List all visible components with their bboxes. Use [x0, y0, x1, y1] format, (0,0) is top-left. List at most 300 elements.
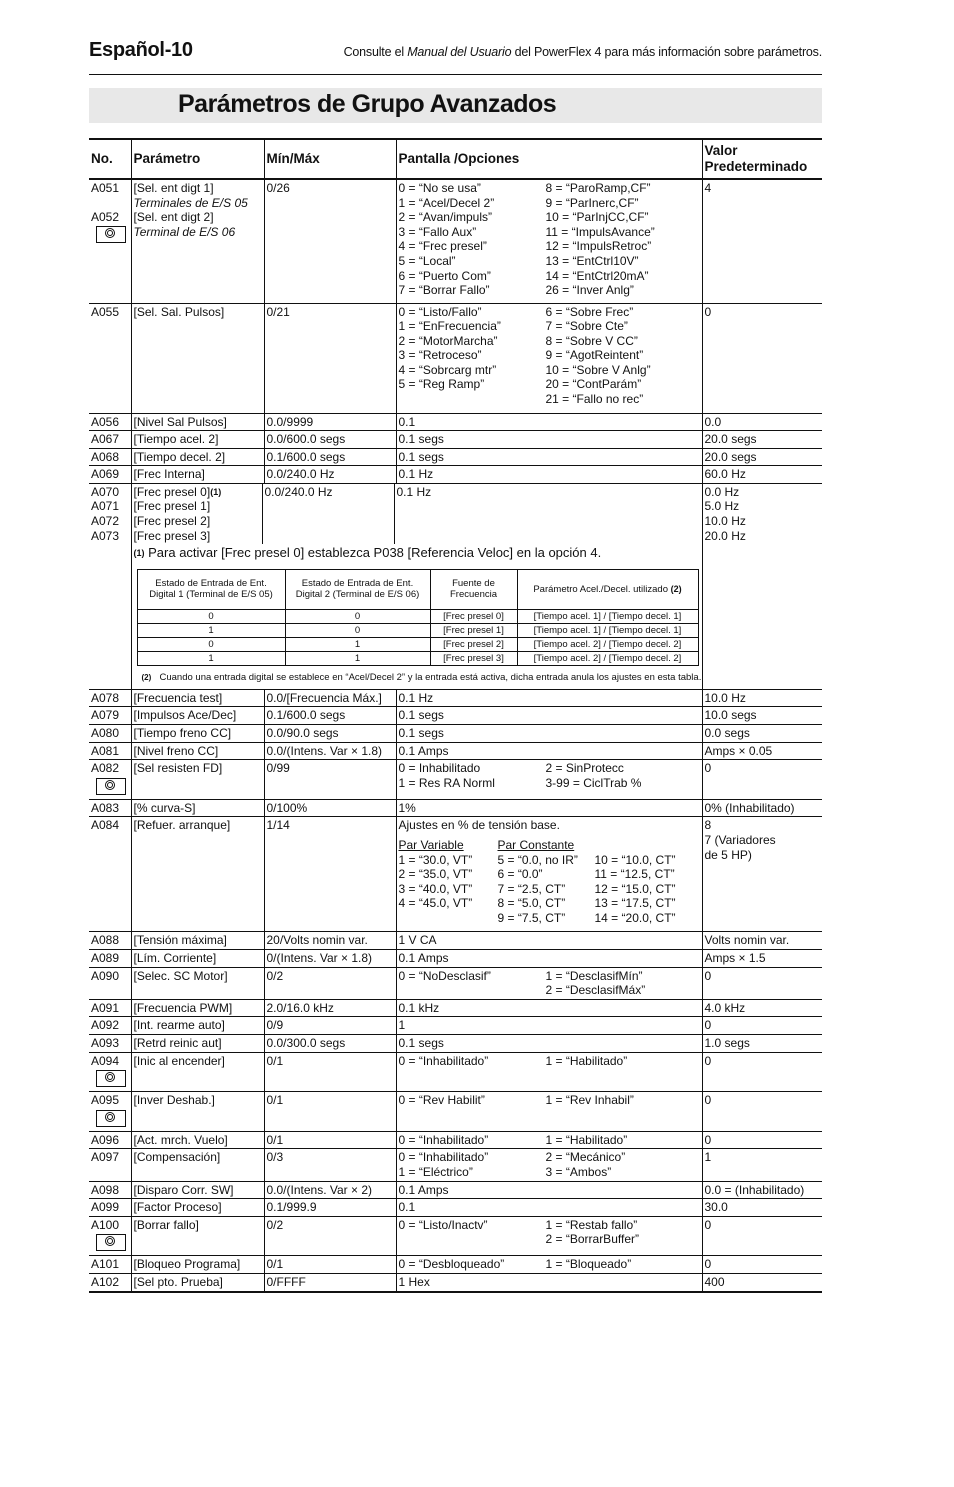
param-number-a073: A073	[91, 528, 120, 543]
sub-cell: [Tiempo acel. 2] / [Tiempo decel. 2]	[517, 651, 698, 665]
param-display: 0.1 Amps	[396, 950, 702, 968]
param-minmax: 0.0/(Intens. Var × 1.8)	[264, 742, 396, 760]
footnote-text: Para activar [Frec presel 0] establezca P038 [Referencia Veloc] en la opción 4.	[148, 545, 602, 561]
param-number: A079	[91, 708, 120, 723]
option: 7 = “Sobre Cte”	[545, 319, 628, 334]
ref-text: Consulte el	[343, 45, 408, 59]
param-name: [Sel pto. Prueba]	[131, 1273, 264, 1291]
param-name: [Retrd reinic aut]	[131, 1034, 264, 1052]
param-default: 0	[702, 1216, 822, 1256]
sub-cell: 1	[285, 637, 430, 651]
table-row	[89, 760, 822, 800]
param-name: [Frecuencia test]	[131, 689, 264, 707]
param-name: [Nivel Sal Pulsos]	[131, 413, 264, 431]
constant-torque-heading: Par Constante	[497, 838, 575, 852]
param-name: [% curva-S]	[131, 799, 264, 817]
option: 5 = “Reg Ramp”	[398, 377, 485, 392]
param-display: 0.1 segs	[396, 725, 702, 743]
param-number: A091	[91, 1000, 120, 1015]
option: 2 = “Avan/impuls”	[398, 210, 492, 225]
param-name-a052: [Sel. ent digt 2]	[133, 210, 214, 225]
param-display: 0.1 kHz	[396, 999, 702, 1017]
col-header-display: Pantalla /Opciones	[396, 139, 702, 179]
param-default: 0	[702, 760, 822, 800]
option: 8 = “5.0, CT”	[497, 896, 566, 911]
option: 13 = “17.5, CT”	[594, 896, 676, 911]
param-name-a051: [Sel. ent digt 1]	[133, 181, 214, 195]
param-minmax: 0/(Intens. Var × 1.8)	[264, 950, 396, 968]
table-row	[89, 1199, 822, 1217]
option: 3 = “40.0, VT”	[398, 881, 473, 896]
param-number: A088	[91, 933, 120, 948]
param-default: Amps × 1.5	[702, 950, 822, 968]
param-name: [Impulsos Ace/Dec]	[131, 707, 264, 725]
preset-freq-cell	[131, 483, 702, 689]
param-display: 0.1 Hz	[396, 484, 432, 499]
sub-row	[137, 637, 698, 651]
sub-col-header-text: Parámetro Acel./Decel. utilizado	[533, 583, 668, 595]
param-minmax: 0/3	[264, 1149, 396, 1181]
param-number: A055	[91, 304, 120, 319]
param-name: [Compensación]	[131, 1149, 264, 1181]
param-minmax: 0/2	[264, 967, 396, 999]
option: 1 = “Bloqueado”	[545, 1257, 632, 1272]
param-display: 0.1 segs	[396, 707, 702, 725]
param-default: Amps × 0.05	[702, 742, 822, 760]
param-minmax: 0/99	[264, 760, 396, 800]
default-value: 7 (Variadores	[704, 833, 776, 847]
param-number: A069	[91, 467, 120, 482]
param-number	[89, 1052, 131, 1092]
option: 0 = “Listo/Inactv”	[398, 1217, 488, 1232]
stop-drive-icon	[96, 1070, 126, 1087]
option: 1 = “Rev Inhabil”	[545, 1093, 634, 1108]
table-row	[89, 1181, 822, 1199]
param-number: A080	[91, 726, 120, 741]
param-default: 0	[702, 1131, 822, 1149]
option: 0 = “No se usa”	[398, 181, 481, 195]
param-number: A067	[91, 432, 120, 447]
param-default: 10.0 Hz	[702, 689, 822, 707]
table-row	[89, 999, 822, 1017]
param-options	[396, 1256, 702, 1274]
option: 0 = “Rev Habilit”	[398, 1093, 485, 1108]
option: 2 = SinProtecc	[545, 761, 624, 776]
sub-row	[137, 623, 698, 637]
param-display: 0.1 segs	[396, 431, 702, 449]
param-name: [Borrar fallo]	[131, 1216, 264, 1256]
option: 8 = “Sobre V CC”	[545, 333, 638, 348]
param-display: 1%	[396, 799, 702, 817]
table-row	[89, 1131, 822, 1149]
preset-source-table	[137, 569, 699, 666]
table-row	[89, 799, 822, 817]
variable-torque-heading: Par Variable	[398, 838, 464, 852]
option: 2 = “DesclasifMáx”	[545, 983, 646, 998]
param-default: 400	[702, 1273, 822, 1291]
param-name-a071: [Frec presel 1]	[133, 499, 211, 514]
param-name: [Act. mrch. Vuelo]	[131, 1131, 264, 1149]
option: 26 = “Inver Anlg”	[545, 283, 634, 298]
sub-cell: 1	[137, 623, 285, 637]
sub-col-header	[517, 569, 698, 609]
option: 12 = “ImpulsRetroc”	[545, 239, 652, 254]
default-value: 8	[704, 818, 712, 833]
param-minmax: 2.0/16.0 kHz	[264, 999, 396, 1017]
sub-cell: [Frec presel 0]	[430, 609, 517, 623]
col-header-param: Parámetro	[131, 139, 264, 179]
stop-drive-icon	[96, 1110, 126, 1127]
param-minmax: 0.0/9999	[264, 413, 396, 431]
param-number-a052: A052	[91, 209, 120, 224]
option: 9 = “7.5, CT”	[497, 910, 566, 925]
param-options	[396, 967, 702, 999]
param-number: A081	[91, 743, 120, 758]
sub-col-header: Fuente de Frecuencia	[430, 569, 517, 609]
option: 6 = “Puerto Com”	[398, 268, 491, 283]
param-minmax: 0.0/300.0 segs	[264, 1034, 396, 1052]
ref-text-end: del PowerFlex 4 para más información sobre parámetros.	[511, 45, 822, 59]
param-number: A090	[91, 968, 120, 983]
sub-cell: [Tiempo acel. 1] / [Tiempo decel. 1]	[517, 609, 698, 623]
param-number: A078	[91, 690, 120, 705]
table-row	[89, 1149, 822, 1181]
option: 1 = “30.0, VT”	[398, 852, 473, 867]
param-number-a100: A100	[91, 1217, 120, 1232]
footnote-1	[132, 544, 702, 569]
param-options	[396, 1216, 702, 1256]
default-a071: 5.0 Hz	[704, 499, 740, 514]
param-name: [Frecuencia PWM]	[131, 999, 264, 1017]
option: 20 = “ContParám”	[545, 377, 642, 392]
param-name	[132, 484, 263, 544]
param-number-a051: A051	[91, 181, 120, 195]
param-minmax: 20/Volts nomin var.	[264, 932, 396, 950]
table-row	[89, 1256, 822, 1274]
param-display: 0.1 segs	[396, 448, 702, 466]
option: 6 = “Sobre Frec”	[545, 304, 634, 319]
param-minmax: 0/9	[264, 1017, 396, 1035]
param-display: 1 V CA	[396, 932, 702, 950]
table-row	[89, 707, 822, 725]
option: 1 = “DesclasifMín”	[545, 968, 643, 983]
param-default: 0	[702, 1052, 822, 1092]
param-default	[702, 817, 822, 932]
table-header-row	[89, 139, 822, 179]
param-options	[396, 1149, 702, 1181]
param-name: [Int. rearme auto]	[131, 1017, 264, 1035]
sub-col-header: Estado de Entrada de Ent. Digital 1 (Terminal de E/S 05)	[137, 569, 285, 609]
sub-cell: [Frec presel 1]	[430, 623, 517, 637]
param-minmax: 0.1/999.9	[264, 1199, 396, 1217]
sub-cell: 0	[285, 609, 430, 623]
sub-cell: [Tiempo acel. 2] / [Tiempo decel. 2]	[517, 637, 698, 651]
param-default: 30.0	[702, 1199, 822, 1217]
param-number: A084	[91, 818, 120, 833]
table-row	[89, 817, 822, 932]
param-minmax: 0.0/240.0 Hz	[263, 484, 395, 544]
param-number: A102	[91, 1274, 120, 1289]
param-name: [Lím. Corriente]	[131, 950, 264, 968]
table-row	[89, 179, 822, 303]
option: 14 = “EntCtrl20mA”	[545, 268, 649, 283]
footnote-ref: (1)	[210, 486, 222, 497]
page-label: Español-10	[89, 39, 193, 61]
footnote-mark: (2)	[141, 672, 152, 682]
table-row	[89, 1017, 822, 1035]
param-options	[396, 760, 702, 800]
param-display: 0.1	[396, 1199, 702, 1217]
param-minmax: 0.0/90.0 segs	[264, 725, 396, 743]
param-default: 0	[702, 303, 822, 413]
param-name-a073: [Frec presel 3]	[133, 528, 211, 543]
option: 2 = “BorrarBuffer”	[545, 1232, 639, 1247]
param-name: [Disparo Corr. SW]	[131, 1181, 264, 1199]
sub-cell: [Frec presel 2]	[430, 637, 517, 651]
stop-drive-icon	[96, 1234, 126, 1251]
param-name: [Tiempo acel. 2]	[131, 431, 264, 449]
option: 10 = “ParInjCC,CF”	[545, 210, 649, 225]
option: 4 = “Frec presel”	[398, 239, 487, 254]
default-a070: 0.0 Hz	[704, 484, 740, 499]
param-name: [Nivel freno CC]	[131, 742, 264, 760]
option: 14 = “20.0, CT”	[594, 910, 676, 925]
param-default: 20.0 segs	[702, 431, 822, 449]
option: 3 = “Ambos”	[545, 1164, 612, 1179]
param-minmax: 0/26	[264, 179, 396, 303]
param-minmax: 0/100%	[264, 799, 396, 817]
param-number-a072: A072	[91, 514, 120, 529]
option: 0 = Inhabilitado	[398, 761, 481, 776]
option: 11 = “ImpulsAvance”	[545, 224, 655, 239]
option: 1 = “EnFrecuencia”	[398, 319, 501, 334]
sub-cell: [Frec presel 3]	[430, 651, 517, 665]
col-header-no: No.	[91, 151, 113, 166]
table-row	[89, 1216, 822, 1256]
param-options	[396, 179, 702, 303]
param-display: 0.1 Amps	[396, 742, 702, 760]
sub-cell: 0	[137, 637, 285, 651]
table-row	[89, 1273, 822, 1291]
param-number	[89, 760, 131, 800]
param-number: A096	[91, 1132, 120, 1147]
param-number	[89, 179, 131, 303]
param-display: 1	[396, 1017, 702, 1035]
stop-drive-icon	[96, 778, 126, 795]
param-minmax: 0/FFFF	[264, 1273, 396, 1291]
option: 10 = “Sobre V Anlg”	[545, 362, 651, 377]
param-number: A089	[91, 951, 120, 965]
param-number: A098	[91, 1182, 120, 1197]
param-minmax: 0/1	[264, 1052, 396, 1092]
param-display: 0.1 segs	[396, 1034, 702, 1052]
param-minmax: 0.0/[Frecuencia Máx.]	[264, 689, 396, 707]
param-minmax: 0.1/600.0 segs	[264, 707, 396, 725]
param-terminal-a052: Terminal de E/S 06	[133, 224, 236, 239]
table-row	[89, 967, 822, 999]
param-default: 4.0 kHz	[702, 999, 822, 1017]
option: 0 = “NoDesclasif”	[398, 968, 491, 983]
param-minmax: 0/1	[264, 1256, 396, 1274]
option: 5 = “Local”	[398, 253, 456, 268]
param-minmax: 0.0/240.0 Hz	[264, 466, 396, 484]
param-minmax: 0.0/600.0 segs	[264, 431, 396, 449]
param-name: [Sel resisten FD]	[131, 760, 264, 800]
param-default: 0.0 segs	[702, 725, 822, 743]
param-options	[396, 1131, 702, 1149]
default-a072: 10.0 Hz	[704, 514, 746, 529]
param-display: 0.1 Hz	[396, 466, 702, 484]
title-band	[89, 88, 822, 123]
table-row	[89, 431, 822, 449]
option: 2 = “Mecánico”	[545, 1150, 626, 1165]
page-header	[89, 36, 822, 75]
table-row	[89, 413, 822, 431]
sub-header-row	[137, 569, 698, 609]
option: 4 = “45.0, VT”	[398, 896, 473, 911]
param-options	[396, 1092, 702, 1132]
option: 1 = Res RA Norml	[398, 775, 495, 790]
table-row	[89, 483, 822, 689]
sub-cell: 0	[137, 609, 285, 623]
param-minmax: 0/1	[264, 1131, 396, 1149]
param-options	[396, 303, 702, 413]
param-number: A092	[91, 1018, 120, 1033]
param-options	[396, 817, 702, 932]
table-row	[89, 689, 822, 707]
param-default: 0% (Inhabilitado)	[702, 799, 822, 817]
table-row	[89, 1034, 822, 1052]
param-number-a082: A082	[91, 761, 120, 776]
sub-col-header: Estado de Entrada de Ent. Digital 2 (Terminal de E/S 06)	[285, 569, 430, 609]
page-reference-note	[344, 45, 822, 59]
option: 13 = “EntCtrl10V”	[545, 253, 639, 268]
param-display: 0.1 Hz	[396, 689, 702, 707]
footnote-ref: (2)	[670, 583, 682, 594]
param-name: [Tensión máxima]	[131, 932, 264, 950]
param-number-a070: A070	[91, 484, 120, 499]
param-minmax: 0.1/600.0 segs	[264, 448, 396, 466]
param-number-a071: A071	[91, 499, 120, 514]
param-number: A099	[91, 1200, 120, 1215]
param-display: 0.1 Amps	[396, 1181, 702, 1199]
param-number-a094: A094	[91, 1053, 120, 1068]
table-row	[89, 303, 822, 413]
param-name: [Tiempo freno CC]	[131, 725, 264, 743]
option: 21 = “Fallo no rec”	[545, 392, 644, 407]
param-name-a072: [Frec presel 2]	[133, 514, 211, 529]
option: 0 = “Inhabilitado”	[398, 1132, 489, 1147]
sub-cell: [Tiempo acel. 1] / [Tiempo decel. 1]	[517, 623, 698, 637]
param-name: [Inic al encender]	[131, 1052, 264, 1092]
option: 1 = “Habilitado”	[545, 1132, 628, 1147]
table-row	[89, 466, 822, 484]
option: 1 = “Acel/Decel 2”	[398, 195, 495, 210]
param-minmax: 0/1	[264, 1092, 396, 1132]
param-minmax: 0/21	[264, 303, 396, 413]
param-number: A056	[91, 414, 120, 429]
default-a073: 20.0 Hz	[704, 528, 746, 543]
param-terminal-a051: Terminales de E/S 05	[133, 195, 248, 210]
param-default: 1	[702, 1149, 822, 1181]
param-display: 0.1	[396, 413, 702, 431]
param-default: Volts nomin var.	[702, 932, 822, 950]
default-value: de 5 HP)	[704, 847, 752, 862]
sub-cell: 0	[285, 623, 430, 637]
option: 11 = “12.5, CT”	[594, 867, 675, 882]
param-default: 4	[702, 179, 822, 303]
param-default: 10.0 segs	[702, 707, 822, 725]
param-number	[89, 1216, 131, 1256]
sub-row	[137, 609, 698, 623]
param-number: A068	[91, 449, 120, 464]
option: 2 = “MotorMarcha”	[398, 333, 498, 348]
param-name-a070: [Frec presel 0]	[133, 484, 211, 499]
table-row	[89, 932, 822, 950]
option: 2 = “35.0, VT”	[398, 867, 473, 882]
param-minmax: 0.0/(Intens. Var × 2)	[264, 1181, 396, 1199]
param-minmax: 1/14	[264, 817, 396, 932]
param-default: 0	[702, 1256, 822, 1274]
option: 7 = “2.5, CT”	[497, 881, 566, 896]
col-header-minmax: Mín/Máx	[264, 139, 396, 179]
param-default: 20.0 segs	[702, 448, 822, 466]
option: 0 = “Inhabilitado”	[398, 1150, 489, 1165]
option: 10 = “10.0, CT”	[594, 852, 676, 867]
param-default: 1.0 segs	[702, 1034, 822, 1052]
option: 9 = “AgotReintent”	[545, 348, 644, 363]
option: 1 = “Habilitado”	[545, 1053, 628, 1068]
param-name: [Refuer. arranque]	[131, 817, 264, 932]
table-row	[89, 448, 822, 466]
param-number: A101	[91, 1257, 120, 1272]
option: 7 = “Borrar Fallo”	[398, 283, 490, 298]
param-default	[702, 483, 822, 689]
option: 1 = “Restab fallo”	[545, 1217, 638, 1232]
sub-row	[137, 651, 698, 665]
page-title: Parámetros de Grupo Avanzados	[178, 90, 557, 118]
option: 0 = “Inhabilitado”	[398, 1053, 489, 1068]
sub-cell: 1	[137, 651, 285, 665]
param-number: A083	[91, 800, 120, 815]
table-row	[89, 1052, 822, 1092]
param-options	[396, 1052, 702, 1092]
option: 3-99 = CiclTrab %	[545, 775, 642, 790]
footnote-text: Cuando una entrada digital se establece en “Acel/Decel 2” y la entrada está activa, dicha entrada anula los ajustes en esta tabla.	[159, 671, 702, 683]
param-default: 0	[702, 1017, 822, 1035]
param-number	[89, 483, 131, 689]
param-default: 0.0	[702, 413, 822, 431]
table-row	[89, 950, 822, 968]
option: 3 = “Fallo Aux”	[398, 224, 477, 239]
param-name	[131, 179, 264, 303]
ref-manual-title: Manual del Usuario	[407, 45, 512, 59]
param-name: [Bloqueo Programa]	[131, 1256, 264, 1274]
footnote-2	[132, 666, 702, 689]
option: 0 = “Listo/Fallo”	[398, 304, 482, 319]
param-default: 0.0 = (Inhabilitado)	[702, 1181, 822, 1199]
sub-cell: 1	[285, 651, 430, 665]
param-display: 1 Hex	[396, 1273, 702, 1291]
table-row	[89, 1092, 822, 1132]
param-name: [Tiempo decel. 2]	[131, 448, 264, 466]
option: 5 = “0.0, no IR”	[497, 852, 578, 867]
param-number	[89, 1092, 131, 1132]
param-number: A093	[91, 1035, 120, 1050]
col-header-default: Valor Predeterminado	[702, 139, 822, 179]
option: 8 = “ParoRamp,CF”	[545, 181, 651, 195]
option: 12 = “15.0, CT”	[594, 881, 676, 896]
